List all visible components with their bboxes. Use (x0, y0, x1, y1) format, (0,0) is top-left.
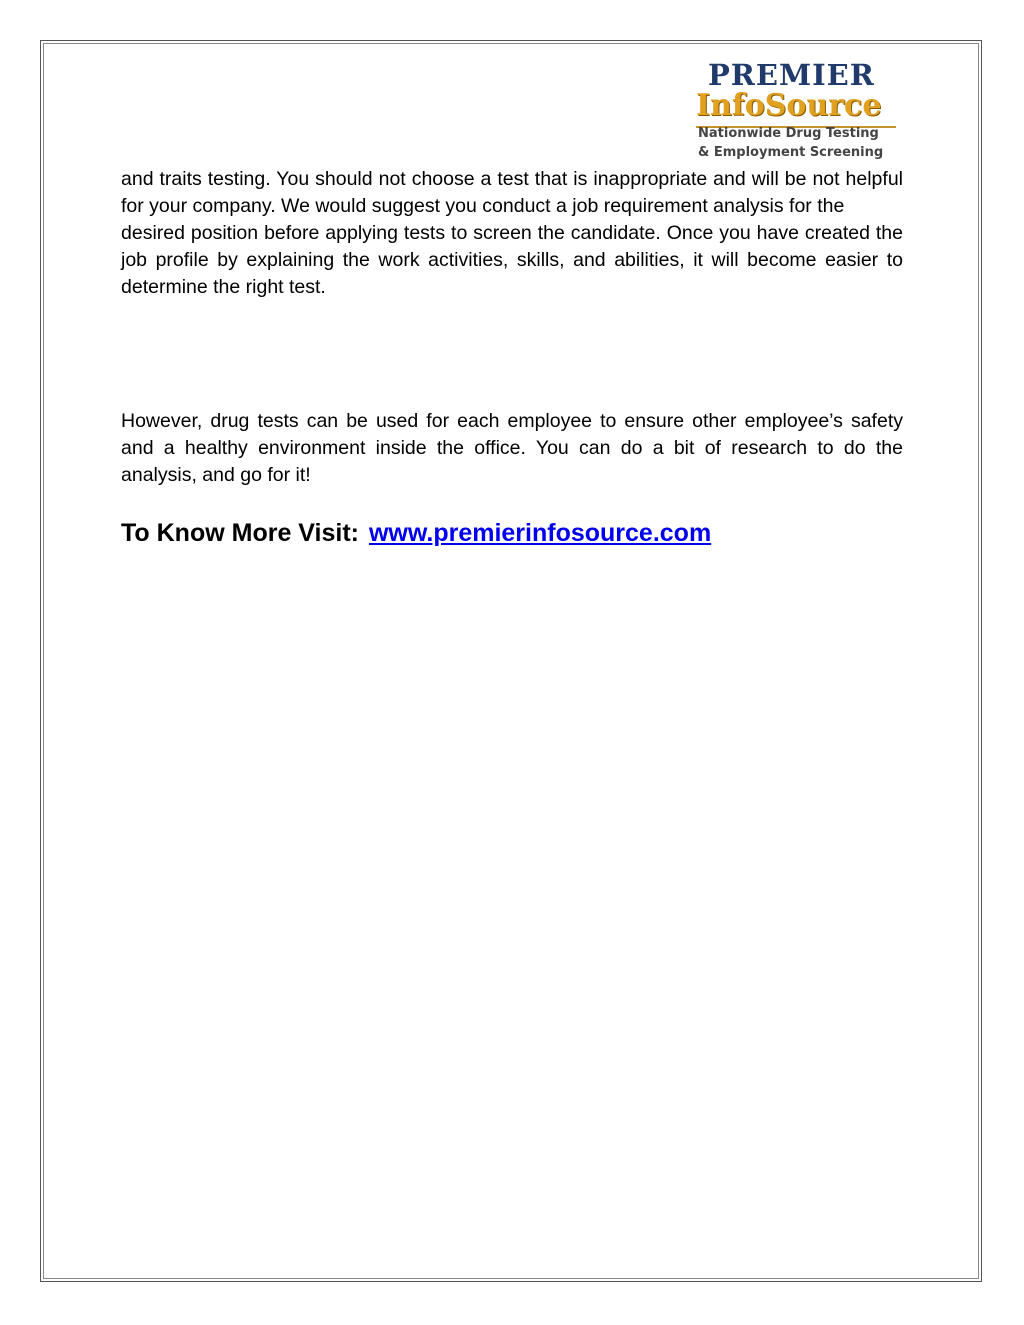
premier-infosource-logo (690, 60, 905, 164)
paragraph-text-b: desired position before applying tests to screen the candidate. Once you have created the job profile by explaining the work activities, skills, and abilities, it will become easier to determine the right test. (121, 222, 903, 298)
logo-infosource-text: InfoSource (696, 88, 882, 123)
logo-tagline-1: Nationwide Drug Testing (698, 126, 879, 141)
paragraph-job-analysis (121, 166, 903, 301)
paragraph-drug-tests (121, 408, 903, 489)
website-link[interactable]: www.premierinfosource.com (368, 519, 712, 547)
paragraph-text-c: However, drug tests can be used for each employee to ensure other employee’s safety and a healthy environment inside the office. You can do a bit of research to do the analysis, and go for it! (121, 410, 903, 486)
logo-tagline-2: & Employment Screening (698, 145, 884, 160)
paragraph-text-a: and traits testing. You should not choose a test that is inappropriate and will be not helpful for your company. We would suggest you conduct a job requirement analysis for the (121, 168, 903, 217)
cta-label: To Know More Visit: (121, 519, 359, 547)
call-to-action (121, 519, 711, 548)
logo-premier-text: PREMIER (708, 58, 875, 92)
